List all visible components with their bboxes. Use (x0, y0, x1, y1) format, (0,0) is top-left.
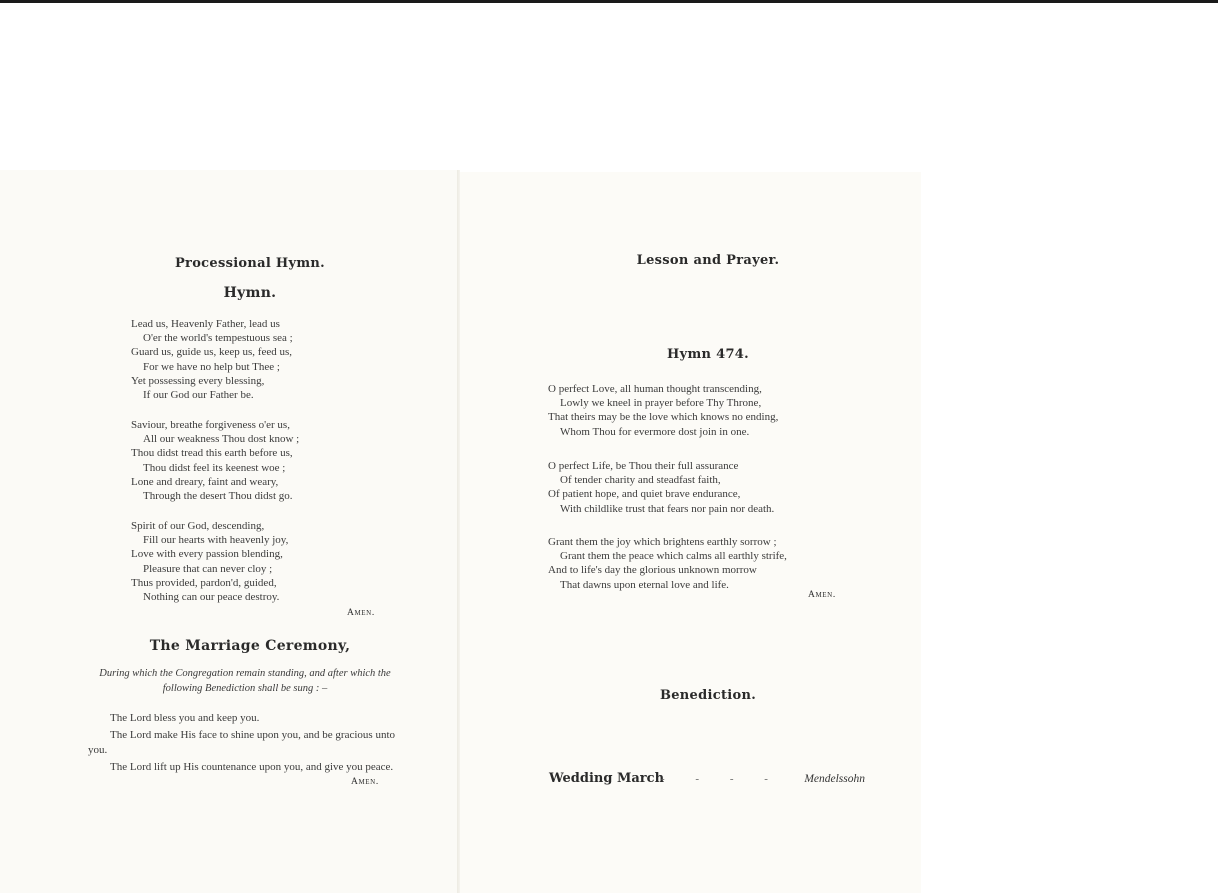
verse-line: Lone and dreary, faint and weary, (131, 475, 279, 488)
verse-line: With childlike trust that fears nor pain nor death. (560, 502, 775, 515)
verse-line: Spirit of our God, descending, (131, 520, 265, 532)
wedding-march-line (549, 771, 869, 789)
verse-line: All our weakness Thou dost know ; (143, 433, 300, 446)
hymn474-stanza-3 (548, 535, 787, 592)
benediction-line: The Lord make His face to shine upon you, and be gracious unto you. (88, 729, 396, 756)
benediction-text (88, 711, 408, 777)
hymn-amen-left: Amen. (347, 608, 375, 618)
verse-line: That theirs may be the love which knows no ending, (548, 411, 779, 424)
hymn-stanza-1 (131, 317, 293, 402)
hymn474-stanza-1 (548, 382, 778, 439)
verse-line: Lowly we kneel in prayer before Thy Throne, (560, 397, 762, 410)
verse-line: Guard us, guide us, keep us, feed us, (131, 346, 292, 359)
verse-line: And to life's day the glorious unknown morrow (548, 564, 757, 577)
verse-line: Love with every passion blending, (131, 548, 283, 561)
verse-line: Of tender charity and steadfast faith, (560, 474, 721, 487)
verse-line: Nothing can our peace destroy. (143, 591, 280, 604)
verse-line: Lead us, Heavenly Father, lead us (131, 318, 280, 330)
marriage-ceremony-title: The Marriage Ceremony, (149, 638, 351, 654)
dot-leader: - - - - (661, 773, 782, 785)
verse-line: Grant them the peace which calms all earthly strife, (560, 550, 787, 563)
processional-hymn-title: Processional Hymn. (174, 256, 326, 271)
verse-line: Saviour, breathe forgiveness o'er us, (131, 419, 290, 431)
wedding-march-title: Wedding March (549, 771, 665, 786)
verse-line: O perfect Life, be Thou their full assurance (548, 460, 739, 472)
hymn-amen-right: Amen. (808, 590, 836, 600)
verse-line: Fill our hearts with heavenly joy, (143, 534, 289, 547)
benediction-line: The Lord lift up His countenance upon you, and give you peace. (110, 761, 394, 773)
top-edge-bar (0, 0, 1218, 3)
verse-line: Thou didst tread this earth before us, (131, 447, 293, 460)
verse-line: For we have no help but Thee ; (143, 360, 280, 373)
verse-line: Of patient hope, and quiet brave endurance, (548, 488, 741, 501)
verse-line: Thus provided, pardon'd, guided, (131, 576, 277, 589)
hymn-title-left: Hymn. (223, 285, 277, 301)
verse-line: O'er the world's tempestuous sea ; (143, 332, 293, 345)
benediction-title: Benediction. (659, 688, 757, 703)
benediction-amen: Amen. (351, 777, 379, 787)
verse-line: Through the desert Thou didst go. (143, 490, 293, 503)
hymn-stanza-3 (131, 519, 288, 604)
hymn-stanza-2 (131, 418, 299, 503)
verse-line: Yet possessing every blessing, (131, 374, 265, 387)
composer-name: Mendelssohn (804, 773, 865, 785)
hymn474-stanza-2 (548, 459, 774, 516)
verse-line: Pleasure that can never cloy ; (143, 562, 273, 575)
verse-line: That dawns upon eternal love and life. (560, 578, 729, 591)
verse-line: O perfect Love, all human thought transcending, (548, 383, 762, 395)
verse-line: Thou didst feel its keenest woe ; (143, 461, 286, 474)
verse-line: If our God our Father be. (143, 389, 254, 402)
benediction-line: The Lord bless you and keep you. (110, 712, 260, 724)
lesson-and-prayer-title: Lesson and Prayer. (636, 253, 780, 268)
hymn-474-title: Hymn 474. (667, 347, 749, 362)
verse-line: Grant them the joy which brightens earthly sorrow ; (548, 536, 777, 548)
page-fold (457, 170, 460, 893)
ceremony-rubric: During which the Congregation remain standing, and after which the following Benediction shall be sung : – (99, 668, 391, 694)
verse-line: Whom Thou for evermore dost join in one. (560, 425, 750, 438)
